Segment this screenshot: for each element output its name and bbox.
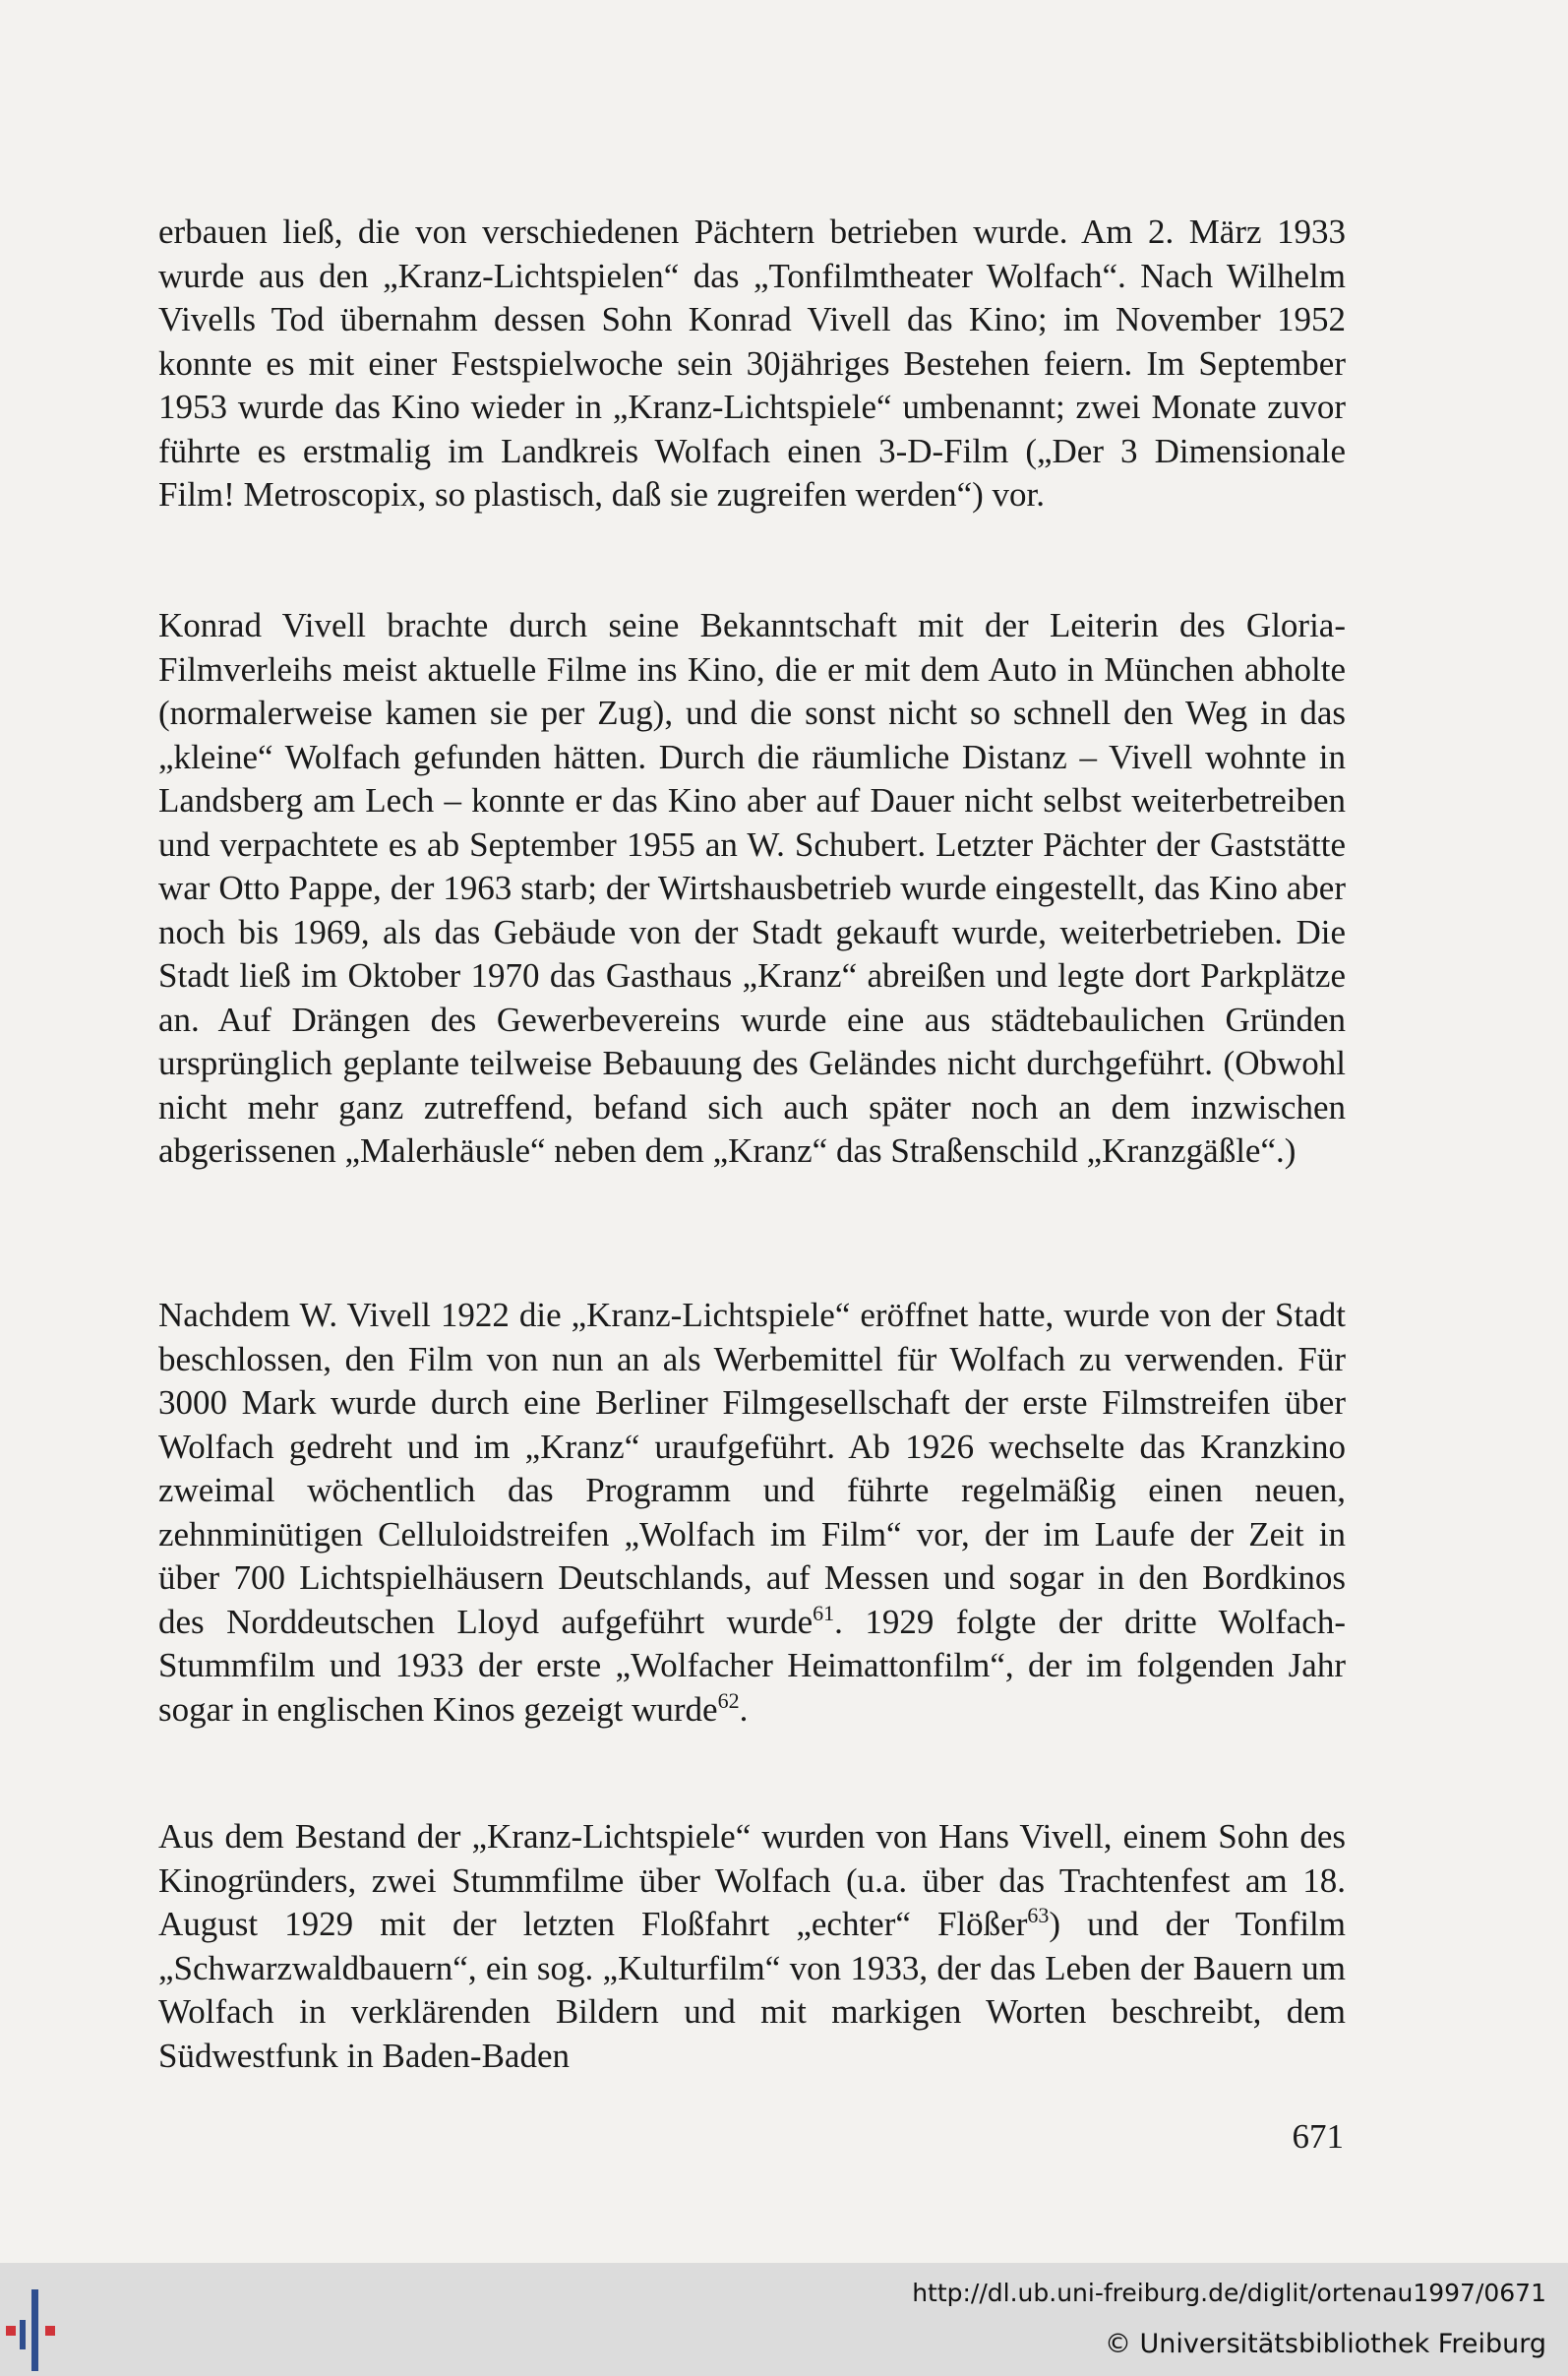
footer-url-link[interactable]: http://dl.ub.uni-freiburg.de/diglit/ortenau1997/0671 xyxy=(912,2279,1546,2307)
paragraph xyxy=(158,211,1346,518)
paragraph xyxy=(158,604,1346,1174)
footer-copyright: © Universitätsbibliothek Freiburg xyxy=(1104,2329,1546,2359)
paragraph-text: Aus dem Bestand der „Kranz-Lichtspiele“ wurden von Hans Vivell, einem Sohn des Kinogründers, zwei Stummfilme über Wolfach (u.a. über das Trachtenfest am 18. August 1929 mit der letzten Floßfahrt „echter“ Flößer xyxy=(158,1817,1346,1943)
paragraph-text: erbauen ließ, die von verschiedenen Pächtern betrieben wurde. Am 2. März 1933 wurde aus den „Kranz-Lichtspielen“ das „Tonfilmtheater Wolfach“. Nach Wilhelm Vivells Tod übernahm dessen Sohn Konrad Vivell das Kino; im November 1952 konnte es mit einer Festspielwoche sein 30jähriges Bestehen feiern. Im September 1953 wurde das Kino wieder in „Kranz-Lichtspiele“ umbenannt; zwei Monate zuvor führte es erstmalig im Landkreis Wolfach einen 3-D-Film („Der 3 Dimensionale Film! Metroscopix, so plastisch, daß sie zugreifen werden“) vor. xyxy=(158,213,1346,514)
footnote-reference: 62 xyxy=(717,1687,740,1713)
paragraph-text: . 1929 folgte der dritte Wolfach-Stummfilm und 1933 der erste „Wolfacher Heimattonfilm“, der im folgenden Jahr sogar in englischen Kinos gezeigt wurde xyxy=(158,1602,1346,1729)
footnote-reference: 63 xyxy=(1027,1903,1050,1927)
paragraph-text: Konrad Vivell brachte durch seine Bekanntschaft mit der Leiterin des Gloria-Filmverleihs meist aktuelle Filme ins Kino, die er mit dem Auto in München abholte (normalerweise kamen sie per Zug), und die sonst nicht so schnell den Weg in das „kleine“ Wolfach gefunden hätten. Durch die räumliche Distanz – Vivell wohnte in Landsberg am Lech – konnte er das Kino aber auf Dauer nicht selbst weiterbetreiben und verpachtete es ab September 1955 an W. Schubert. Letzter Pächter der Gaststätte war Otto Pappe, der 1963 starb; der Wirtshausbetrieb wurde eingestellt, das Kino aber noch bis 1969, als das Gebäude von der Stadt gekauft wurde, weiterbetrieben. Die Stadt ließ im Oktober 1970 das Gasthaus „Kranz“ abreißen und legte dort Parkplätze an. Auf Drängen des Gewerbevereins wurde eine aus städtebaulichen Gründen ursprünglich geplante teilweise Bebauung des Geländes nicht durchgeführt. (Obwohl nicht mehr ganz zutreffend, befand sich auch später noch an dem inzwischen abgerissenen „Malerhäusle“ neben dem „Kranz“ das Straßenschild „Kranzgäßle“.) xyxy=(158,606,1346,1170)
footnote-reference: 61 xyxy=(813,1600,835,1625)
footer-bar xyxy=(0,2263,1568,2376)
paragraph-text: . xyxy=(739,1689,749,1729)
ub-freiburg-logo-icon xyxy=(0,2263,108,2376)
page-number: 671 xyxy=(1292,2117,1344,2156)
paragraph xyxy=(158,1815,1346,2078)
paragraph-text: ) und der Tonfilm „Schwarzwaldbauern“, ein sog. „Kulturfilm“ von 1933, der das Leben der Bauern um Wolfach in verklärenden Bildern und mit markigen Worten beschreibt, dem Südwestfunk in Baden-Baden xyxy=(158,1905,1347,2075)
paragraph xyxy=(158,1294,1346,1732)
paragraph-text: Nachdem W. Vivell 1922 die „Kranz-Lichtspiele“ eröffnet hatte, wurde von der Stadt beschlossen, den Film von nun an als Werbemittel für Wolfach zu verwenden. Für 3000 Mark wurde durch eine Berliner Filmgesellschaft der erste Filmstreifen über Wolfach gedreht und im „Kranz“ uraufgeführt. Ab 1926 wechselte das Kranzkino zweimal wöchentlich das Programm und führte regelmäßig einen neuen, zehnminütigen Celluloidstreifen „Wolfach im Film“ vor, der im Laufe der Zeit in über 700 Lichtspielhäusern Deutschlands, auf Messen und sogar in den Bordkinos des Norddeutschen Lloyd aufgeführt wurde xyxy=(158,1296,1346,1641)
